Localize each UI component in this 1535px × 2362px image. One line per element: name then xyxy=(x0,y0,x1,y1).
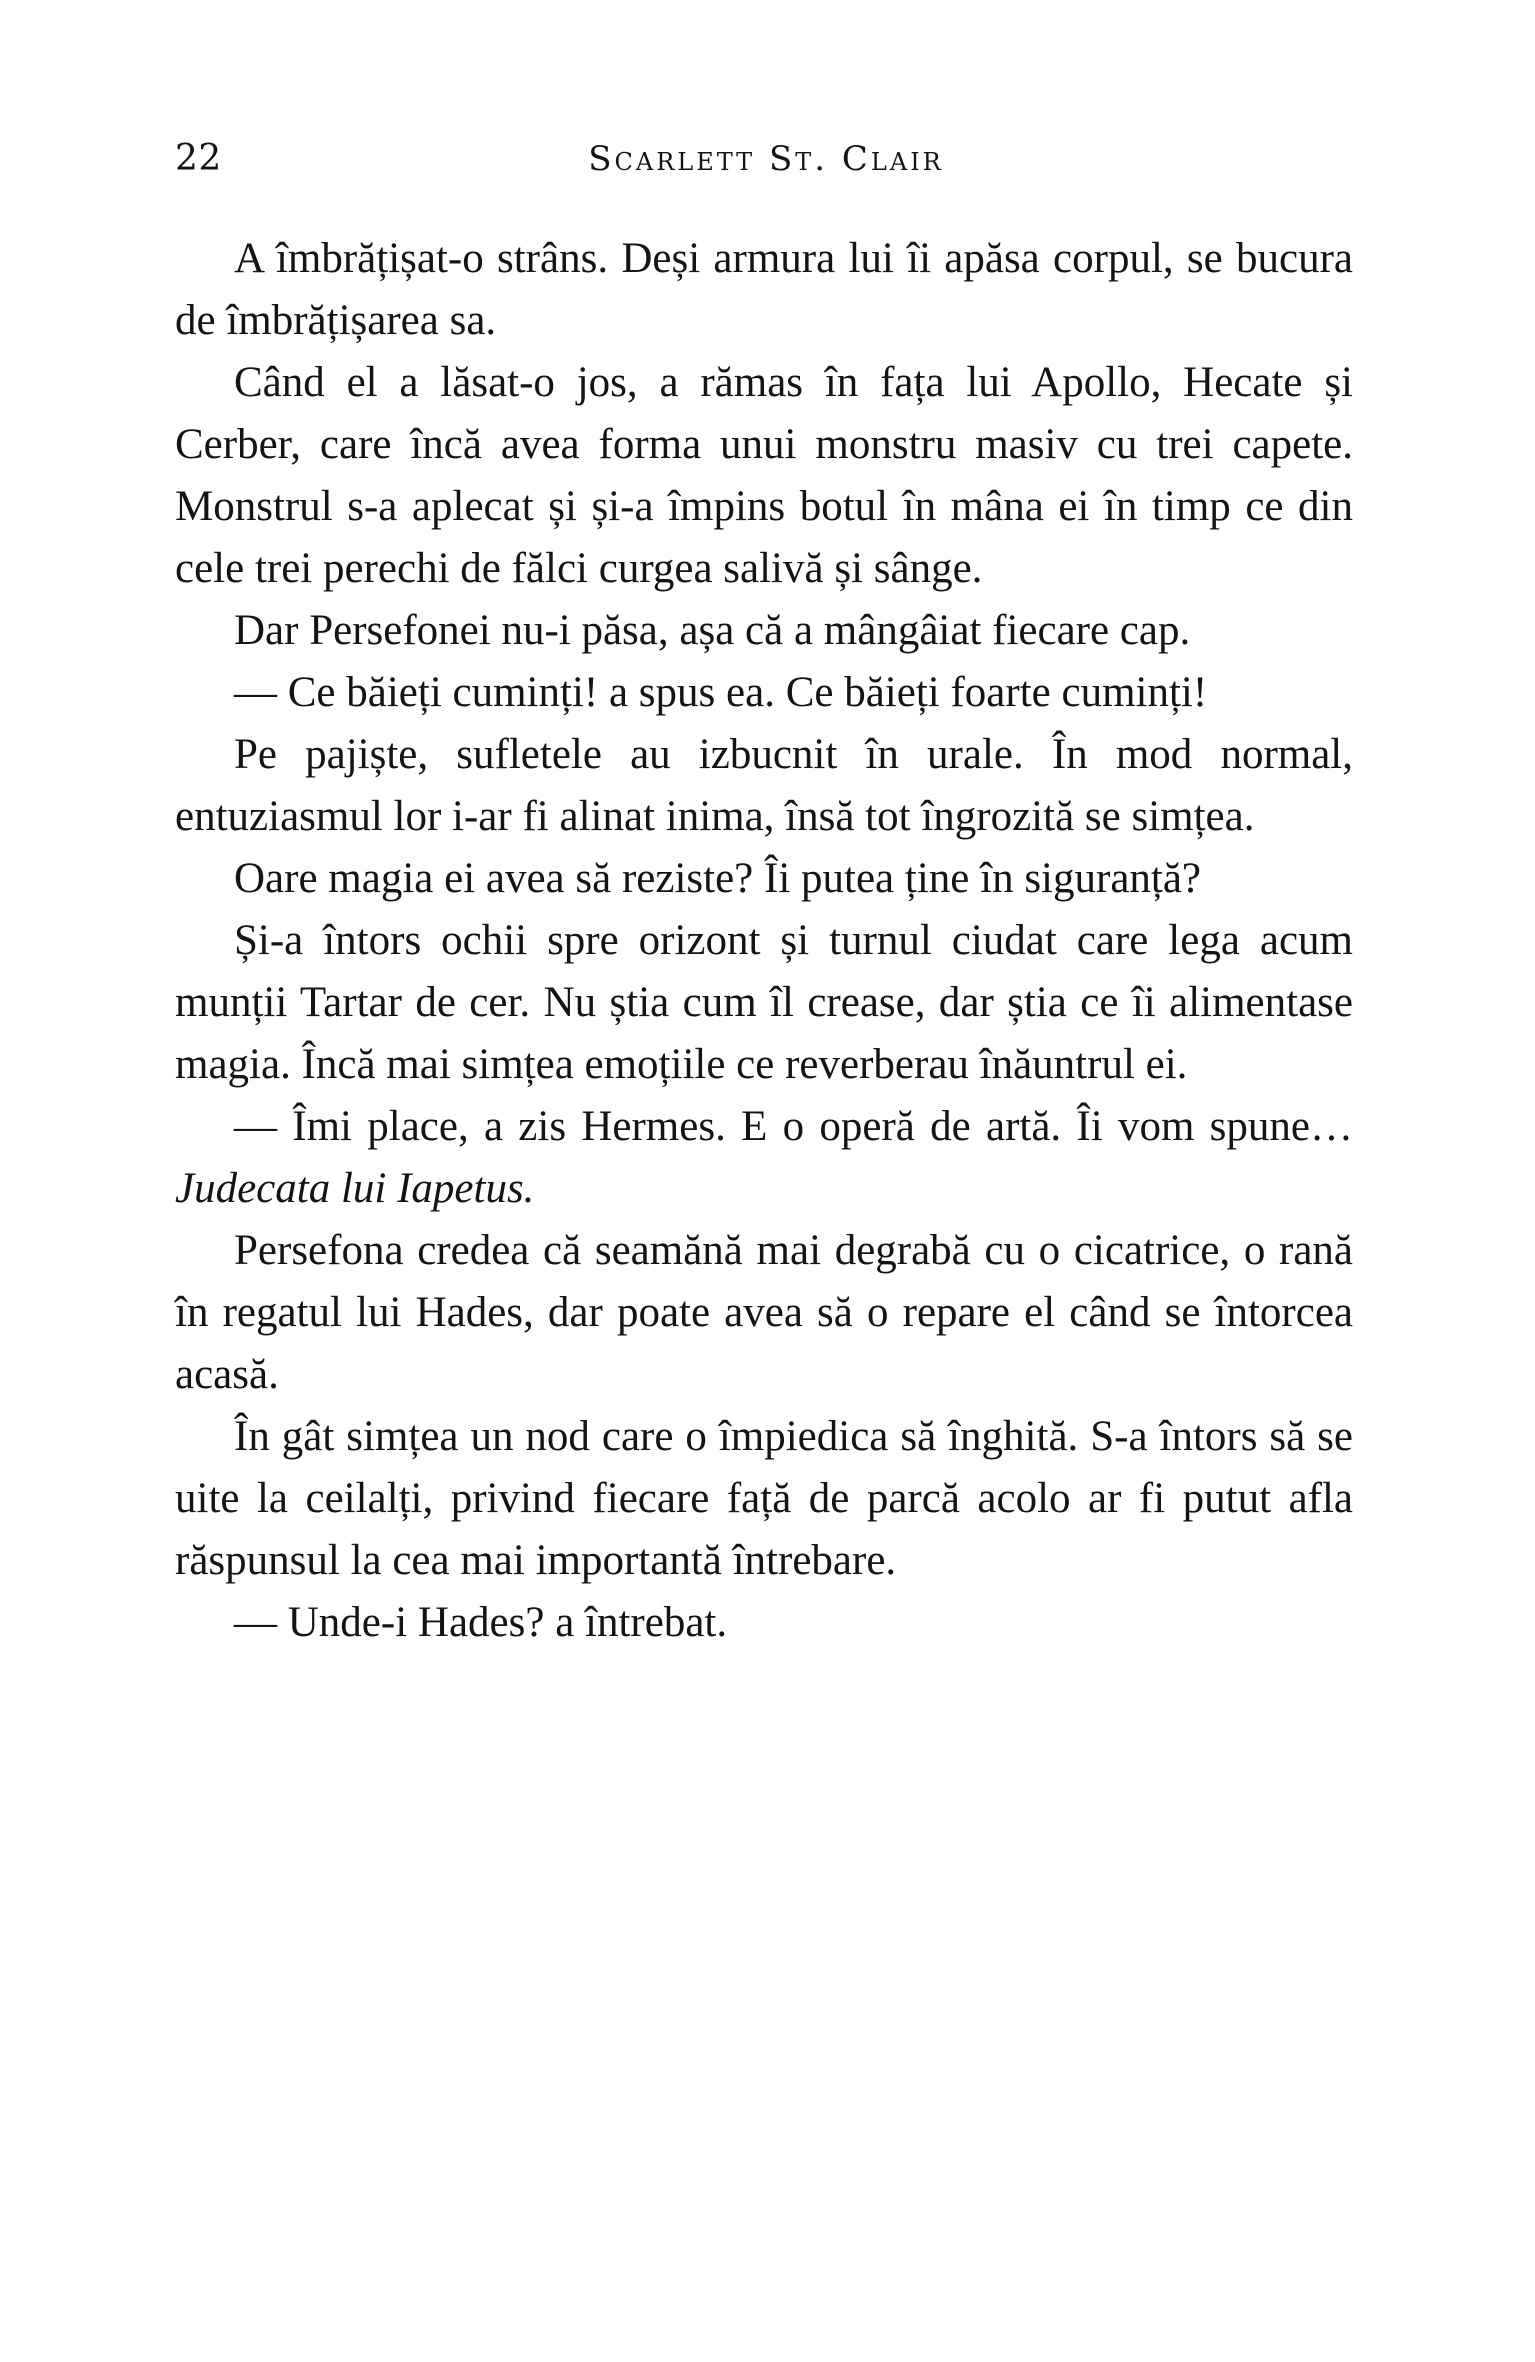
dialogue-2-text: — Îmi place, a zis Hermes. E o operă de artă. Îi vom spune… xyxy=(234,1103,1353,1150)
running-head-author: Scarlett St. Clair xyxy=(588,139,944,179)
paragraph-9: Persefona credea că seamănă mai degrabă cu o cicatrice, o rană în regatul lui Hades, dar poate avea să o repare el când se întorcea acasă. xyxy=(175,1227,1353,1398)
dialogue-2 xyxy=(175,1096,1353,1220)
dialogue-2-italic: Judecata lui Iapetus. xyxy=(175,1165,535,1212)
running-head xyxy=(175,134,1357,184)
dialogue-3: — Unde-i Hades? a întrebat. xyxy=(234,1599,728,1646)
paragraph-1: A îmbrățișat-o strâns. Deși armura lui îi apăsa corpul, se bucura de îmbrățișarea sa. xyxy=(175,235,1353,344)
dialogue-1: — Ce băieți cuminți! a spus ea. Ce băieți foarte cuminți! xyxy=(234,669,1208,716)
body-text xyxy=(175,228,1353,1654)
paragraph-2: Când el a lăsat-o jos, a rămas în fața lui Apollo, Hecate și Cerber, care încă avea forma unui monstru masiv cu trei capete. Monstrul s-a aplecat și și-a împins botul în mâna ei în timp ce din cele trei perechi de fălci curgea salivă și sânge. xyxy=(175,359,1353,592)
paragraph-3: Dar Persefonei nu-i păsa, așa că a mângâiat fiecare cap. xyxy=(234,607,1191,654)
page-number: 22 xyxy=(175,138,222,179)
paragraph-10: În gât simțea un nod care o împiedica să înghită. S-a întors să se uite la ceilalți, privind fiecare față de parcă acolo ar fi putut afla răspunsul la cea mai importantă întrebare. xyxy=(175,1413,1353,1584)
paragraph-5: Pe pajiște, sufletele au izbucnit în urale. În mod normal, entuziasmul lor i-ar fi alinat inima, însă tot îngrozită se simțea. xyxy=(175,731,1353,840)
paragraph-6: Oare magia ei avea să reziste? Îi putea ține în siguranță? xyxy=(234,855,1202,902)
paragraph-7: Și-a întors ochii spre orizont și turnul ciudat care lega acum munții Tartar de cer. Nu știa cum îl crease, dar știa ce îi alimentase magia. Încă mai simțea emoțiile ce reverberau înăuntrul ei. xyxy=(175,917,1353,1088)
